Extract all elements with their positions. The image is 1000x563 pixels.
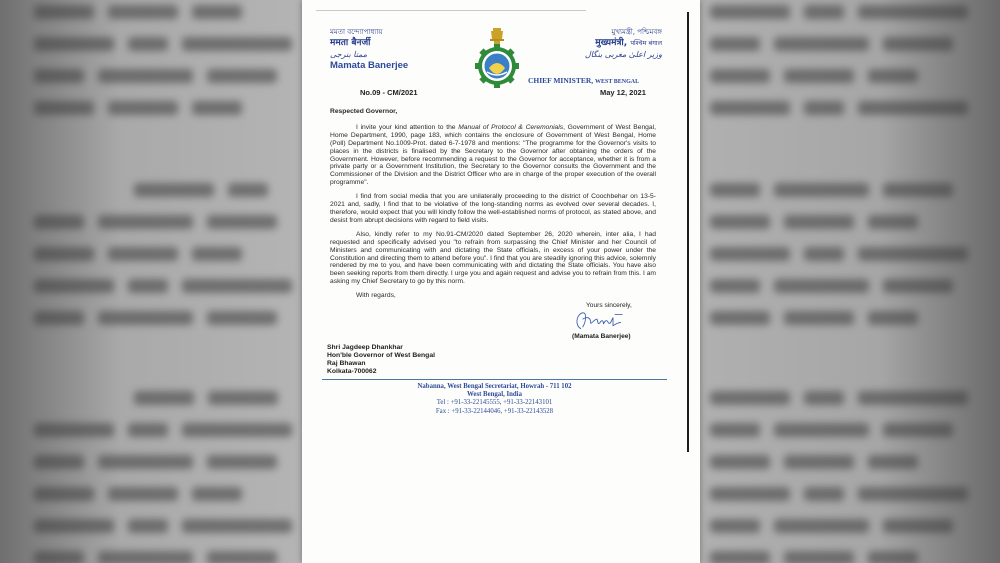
blurred-letter-copy-right bbox=[700, 0, 1000, 563]
footer-fax: Fax : +91-33-22144046, +91-33-22143528 bbox=[435, 407, 554, 415]
blurred-line-mark bbox=[207, 311, 277, 325]
blurred-line-mark bbox=[108, 101, 178, 115]
footer-address-line-1: Nabanna, West Bengal Secretariat, Howrah - 711 102 bbox=[417, 383, 572, 391]
blurred-line-mark bbox=[128, 423, 168, 437]
blurred-line-mark bbox=[128, 279, 168, 293]
blurred-line-mark bbox=[883, 279, 953, 293]
blurred-line-mark bbox=[34, 423, 114, 437]
title-bengali: মুখ্যমন্ত্রী, পশ্চিমবঙ্গ bbox=[611, 28, 662, 36]
manual-title: Manual of Protocol & Ceremonials bbox=[458, 123, 564, 131]
reference-number: No.09 - CM/2021 bbox=[360, 88, 418, 97]
letterhead-right bbox=[532, 28, 662, 60]
blurred-line-mark bbox=[804, 391, 844, 405]
letterhead-left bbox=[330, 28, 450, 72]
title-urdu: وزیر اعلیٰ مغربی بنگال bbox=[584, 50, 662, 59]
blurred-line-mark bbox=[98, 551, 193, 563]
paragraph-3: Also, kindly refer to my No.91-CM/2020 dated September 26, 2020 wherein, inter alia, I had requested and specifically advised you "to refrain from surpassing the Chief Minister and her Council of Ministers and communicating with and dictating the State officials, in excess of your power under the Constitution and directing them to attend before you". I find that you are steadily ignoring this advice, solemnly rendered by me to you, and have been communicating with and dictating the State officials. You have also been seeking reports from them directly. I urge you and again request and advise you to refrain from this. I am asking my Chief Secretary to go by this norm. bbox=[330, 230, 656, 286]
blurred-line-mark bbox=[784, 69, 854, 83]
blurred-line-mark bbox=[98, 215, 193, 229]
salutation: Respected Governor, bbox=[330, 108, 398, 115]
blurred-line-mark bbox=[207, 69, 277, 83]
blurred-line-mark bbox=[182, 423, 292, 437]
blurred-line-mark bbox=[868, 69, 918, 83]
blurred-line-mark bbox=[207, 215, 277, 229]
blurred-line-mark bbox=[883, 423, 953, 437]
signature-block bbox=[562, 302, 656, 342]
blurred-line-mark bbox=[710, 215, 770, 229]
blurred-line-mark bbox=[710, 519, 760, 533]
blurred-line-mark bbox=[192, 101, 242, 115]
signatory-name: (Mamata Banerjee) bbox=[572, 333, 631, 341]
blurred-line-mark bbox=[774, 519, 869, 533]
title-hindi-state: पश्चिम बंगाल bbox=[630, 39, 662, 47]
blurred-line-mark bbox=[710, 487, 790, 501]
letter-content bbox=[327, 108, 656, 416]
blurred-line-mark bbox=[192, 5, 242, 19]
blurred-line-mark bbox=[134, 391, 194, 405]
blurred-line-mark bbox=[858, 5, 968, 19]
blurred-letter-copy-left bbox=[0, 0, 300, 563]
blurred-line-mark bbox=[710, 551, 770, 563]
blurred-line-mark bbox=[182, 519, 292, 533]
blurred-line-mark bbox=[710, 423, 760, 437]
blurred-line-mark bbox=[858, 247, 968, 261]
blurred-line-mark bbox=[774, 279, 869, 293]
valediction: Yours sincerely, bbox=[586, 302, 632, 310]
name-hindi: ममता बैनर्जी bbox=[330, 38, 371, 48]
blurred-line-mark bbox=[108, 487, 178, 501]
name-bengali: মমতা বন্দ্যোপাধ্যায় bbox=[330, 28, 383, 36]
blurred-line-mark bbox=[774, 37, 869, 51]
blurred-line-mark bbox=[34, 519, 114, 533]
footer-address-line-2: West Bengal, India bbox=[467, 391, 522, 399]
blurred-line-mark bbox=[34, 279, 114, 293]
scan-artifact-line bbox=[316, 10, 586, 11]
blurred-line-mark bbox=[128, 519, 168, 533]
blurred-line-mark bbox=[858, 391, 968, 405]
blurred-line-mark bbox=[710, 279, 760, 293]
letter-body bbox=[330, 108, 656, 300]
letter-date: May 12, 2021 bbox=[600, 88, 646, 97]
paragraph-1 bbox=[330, 124, 656, 187]
blurred-line-mark bbox=[34, 5, 94, 19]
title-hindi-main: मुख्यमंत्री, bbox=[595, 38, 628, 48]
addressee-block bbox=[327, 344, 656, 376]
paragraph-1-text-b: , Government of West Bengal, Home Department, 1990, page 183, which contains the enclosure of Government of West Bengal, Home (Poll) Department No.1009-Prot. dated 6-7-1978 and mentions: "The programme for the Governor's visits to places in the districts is finalised by the Secretary to the Governor after obtaining the orders of the Government. However, before recommending a request to the Governor for acceptance, whether it is from a private party or a Government Institution, the Secretary to the Governor consults the Government and the Commissioner of the Division and the District Officer who are in charge of the proper execution of the overall programme". bbox=[330, 123, 656, 187]
blurred-line-mark bbox=[182, 37, 292, 51]
title-english bbox=[528, 76, 639, 87]
blurred-line-mark bbox=[858, 101, 968, 115]
blurred-line-mark bbox=[108, 247, 178, 261]
letter-page bbox=[302, 0, 700, 563]
blurred-line-mark bbox=[98, 455, 193, 469]
addressee-name: Shri Jagdeep Dhankhar bbox=[327, 344, 403, 352]
blurred-line-mark bbox=[710, 37, 760, 51]
blurred-line-mark bbox=[34, 215, 84, 229]
blurred-line-mark bbox=[34, 311, 84, 325]
blurred-line-mark bbox=[34, 455, 84, 469]
blurred-line-mark bbox=[134, 183, 214, 197]
blurred-line-mark bbox=[710, 183, 760, 197]
west-bengal-emblem bbox=[474, 26, 520, 88]
blurred-line-mark bbox=[208, 391, 278, 405]
blurred-line-mark bbox=[774, 183, 869, 197]
blurred-line-mark bbox=[883, 519, 953, 533]
blurred-line-mark bbox=[182, 279, 292, 293]
blurred-line-mark bbox=[34, 551, 84, 563]
blurred-line-mark bbox=[98, 311, 193, 325]
blurred-line-mark bbox=[128, 37, 168, 51]
blurred-line-mark bbox=[710, 391, 790, 405]
scan-edge-shadow bbox=[687, 12, 689, 452]
name-urdu: ممتا بنرجی bbox=[330, 50, 367, 59]
blurred-line-mark bbox=[207, 455, 277, 469]
paragraph-1-text-a: I invite your kind attention to the bbox=[356, 123, 459, 131]
blurred-line-mark bbox=[804, 487, 844, 501]
blurred-line-mark bbox=[784, 551, 854, 563]
title-english-state: WEST BENGAL bbox=[595, 79, 640, 85]
blurred-line-mark bbox=[710, 101, 790, 115]
blurred-line-mark bbox=[34, 247, 94, 261]
blurred-line-mark bbox=[868, 215, 918, 229]
blurred-line-mark bbox=[192, 247, 242, 261]
blurred-line-mark bbox=[868, 551, 918, 563]
blurred-line-mark bbox=[710, 69, 770, 83]
paragraph-2: I find from social media that you are unilaterally proceeding to the district of Coochbehar on 13-5-2021 and, sadly, I find that to be violative of the long-standing norms as evolved over several decades. I, therefore, would expect that you will kindly follow the well-established norms of protocol, as stated above, and desist from abrupt decisions with regard to field visits. bbox=[330, 193, 656, 224]
title-english-main: CHIEF MINISTER, bbox=[528, 76, 594, 85]
blurred-line-mark bbox=[710, 311, 770, 325]
blurred-line-mark bbox=[710, 5, 790, 19]
addressee-building: Raj Bhawan bbox=[327, 360, 366, 368]
blurred-line-mark bbox=[207, 551, 277, 563]
blurred-line-mark bbox=[34, 37, 114, 51]
blurred-line-mark bbox=[108, 5, 178, 19]
title-hindi bbox=[532, 37, 662, 49]
blurred-line-mark bbox=[784, 455, 854, 469]
blurred-line-mark bbox=[868, 455, 918, 469]
blurred-line-mark bbox=[34, 487, 94, 501]
blurred-line-mark bbox=[710, 455, 770, 469]
blurred-line-mark bbox=[868, 311, 918, 325]
blurred-line-mark bbox=[192, 487, 242, 501]
letterhead-footer bbox=[322, 383, 667, 416]
blurred-line-mark bbox=[98, 69, 193, 83]
blurred-line-mark bbox=[804, 247, 844, 261]
blurred-line-mark bbox=[804, 5, 844, 19]
emblem-icon bbox=[474, 26, 520, 88]
name-english: Mamata Banerjee bbox=[330, 60, 409, 71]
addressee-title: Hon'ble Governor of West Bengal bbox=[327, 352, 435, 360]
footer-telephone: Tel : +91-33-22145555, +91-33-22143101 bbox=[436, 399, 553, 407]
blurred-line-mark bbox=[34, 69, 84, 83]
blurred-line-mark bbox=[883, 183, 953, 197]
blurred-line-mark bbox=[228, 183, 268, 197]
addressee-city: Kolkata-700062 bbox=[327, 368, 377, 376]
blurred-line-mark bbox=[34, 101, 94, 115]
blurred-line-mark bbox=[710, 247, 790, 261]
blurred-line-mark bbox=[774, 423, 869, 437]
blurred-line-mark bbox=[858, 487, 968, 501]
footer-divider bbox=[322, 379, 667, 380]
blurred-line-mark bbox=[883, 37, 953, 51]
closing: With regards, bbox=[356, 292, 396, 300]
blurred-line-mark bbox=[804, 101, 844, 115]
handwritten-signature bbox=[566, 308, 636, 332]
blurred-line-mark bbox=[784, 215, 854, 229]
blurred-line-mark bbox=[784, 311, 854, 325]
